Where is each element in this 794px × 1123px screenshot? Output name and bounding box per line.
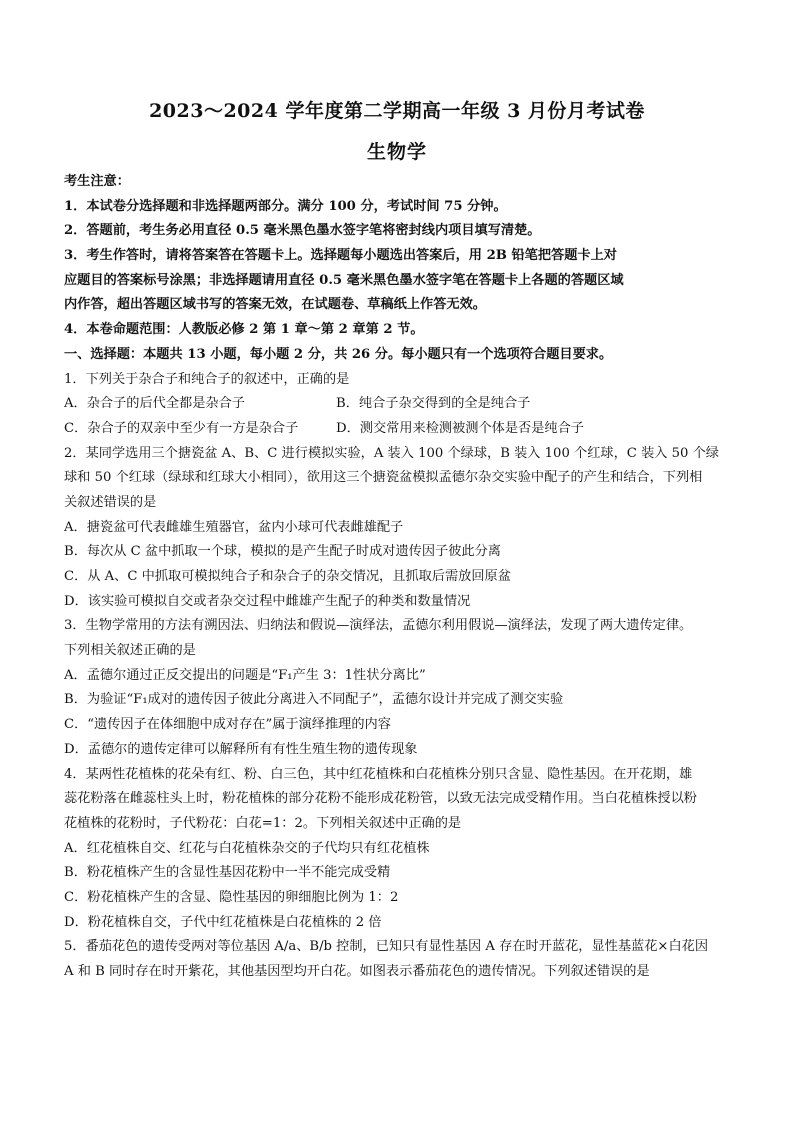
option-row	[64, 392, 732, 417]
question-stem: 3．生物学常用的方法有溯因法、归纳法和假说—演绎法，孟德尔利用假说—演绎法，发现了两大遗传定律。	[64, 618, 693, 634]
question-stem: A 和 B 同时存在时开紫花，其他基因型均开白花。如图表示番茄花色的遗传情况。下列叙述错误的是	[64, 964, 650, 979]
notice-line: 应题目的答案标号涂黑；非选择题请用直径 0.5 毫米黑色墨水签字笔在答题卡上各题的答题区域	[64, 272, 624, 288]
notice-line: 4．本卷命题范围：人教版必修 2 第 1 章～第 2 章第 2 节。	[64, 322, 424, 338]
exam-title: 2023～2024 学年度第二学期高一年级 3 月份月考试卷	[149, 100, 645, 122]
option-a: A．红花植株自交、红花与白花植株杂交的子代均只有红花植株	[64, 840, 430, 856]
option-row	[64, 417, 732, 442]
option-a: A．搪瓷盆可代表雌雄生殖器官，盆内小球可代表雌雄配子	[64, 519, 404, 535]
option-d: D．测交常用来检测被测个体是否是纯合子	[336, 420, 584, 436]
section-heading: 一、选择题：本题共 13 小题，每小题 2 分，共 26 分。每小题只有一个选项符合题目要求。	[64, 346, 613, 362]
question-stem: 关叙述错误的是	[64, 494, 157, 510]
notice-line: 内作答，超出答题区域书写的答案无效，在试题卷、草稿纸上作答无效。	[64, 297, 486, 313]
question-stem: 蕊花粉落在雌蕊柱头上时，粉花植株的部分花粉不能形成花粉管，以致无法完成受精作用。当白花植株授以粉	[64, 791, 697, 807]
option-b: B．粉花植株产生的含显性基因花粉中一半不能完成受精	[64, 865, 391, 881]
option-c: C．“遗传因子在体细胞中成对存在”属于演绎推理的内容	[64, 717, 391, 733]
exam-content	[64, 170, 732, 985]
question-stem: 1．下列关于杂合子和纯合子的叙述中，正确的是	[64, 371, 350, 387]
question-stem: 花植株的花粉时，子代粉花：白花=1：2。下列相关叙述中正确的是	[64, 815, 462, 831]
option-c: C．杂合子的双亲中至少有一方是杂合子	[64, 420, 299, 436]
option-c: C．粉花植株产生的含显、隐性基因的卵细胞比例为 1：2	[64, 889, 399, 905]
question-stem: 5．番茄花色的遗传受两对等位基因 A/a、B/b 控制，已知只有显性基因 A 存在时开蓝花，显性基蓝花×白花因	[64, 939, 709, 955]
option-d: D．孟德尔的遗传定律可以解释所有有性生殖生物的遗传现象	[64, 741, 418, 757]
option-c: C．从 A、C 中抓取可模拟纯合子和杂合子的杂交情况，且抓取后需放回原盆	[64, 569, 511, 584]
question-stem: 2．某同学选用三个搪瓷盆 A、B、C 进行模拟实验，A 装入 100 个绿球，B 装入 100 个红球，C 装入 50 个绿	[64, 445, 719, 461]
option-b: B．每次从 C 盆中抓取一个球，模拟的是产生配子时成对遗传因子彼此分离	[64, 544, 501, 560]
notice-line: 2．答题前，考生务必用直径 0.5 毫米黑色墨水签字笔将密封线内项目填写清楚。	[64, 223, 541, 239]
notice-line: 1．本试卷分选择题和非选择题两部分。满分 100 分，考试时间 75 分钟。	[64, 198, 507, 214]
notice-heading: 考生注意：	[64, 174, 130, 189]
question-stem: 4．某两性花植株的花朵有红、粉、白三色，其中红花植株和白花植株分别只含显、隐性基因。在开花期，雄	[64, 766, 693, 782]
question-stem: 球和 50 个红球（绿球和红球大小相同），欲用这三个搪瓷盆模拟孟德尔杂交实验中配子的产生和结合，下列相	[64, 470, 703, 486]
option-b: B．为验证“F₁成对的遗传因子彼此分离进入不同配子”，孟德尔设计并完成了测交实验	[64, 692, 564, 708]
notice-line: 3．考生作答时，请将答案答在答题卡上。选择题每小题选出答案后，用 2B 铅笔把答题卡上对	[64, 248, 617, 264]
question-stem: 下列相关叙述正确的是	[64, 643, 196, 659]
option-d: D．粉花植株自交，子代中红花植株是白花植株的 2 倍	[64, 914, 382, 930]
exam-subject: 生物学	[366, 141, 427, 163]
option-a: A．杂合子的后代全都是杂合子	[64, 396, 245, 412]
option-d: D．该实验可模拟自交或者杂交过程中雌雄产生配子的种类和数量情况	[64, 593, 471, 609]
option-b: B．纯合子杂交得到的全是纯合子	[336, 396, 531, 412]
option-a: A．孟德尔通过正反交提出的问题是“F₁产生 3：1性状分离比”	[64, 667, 426, 683]
